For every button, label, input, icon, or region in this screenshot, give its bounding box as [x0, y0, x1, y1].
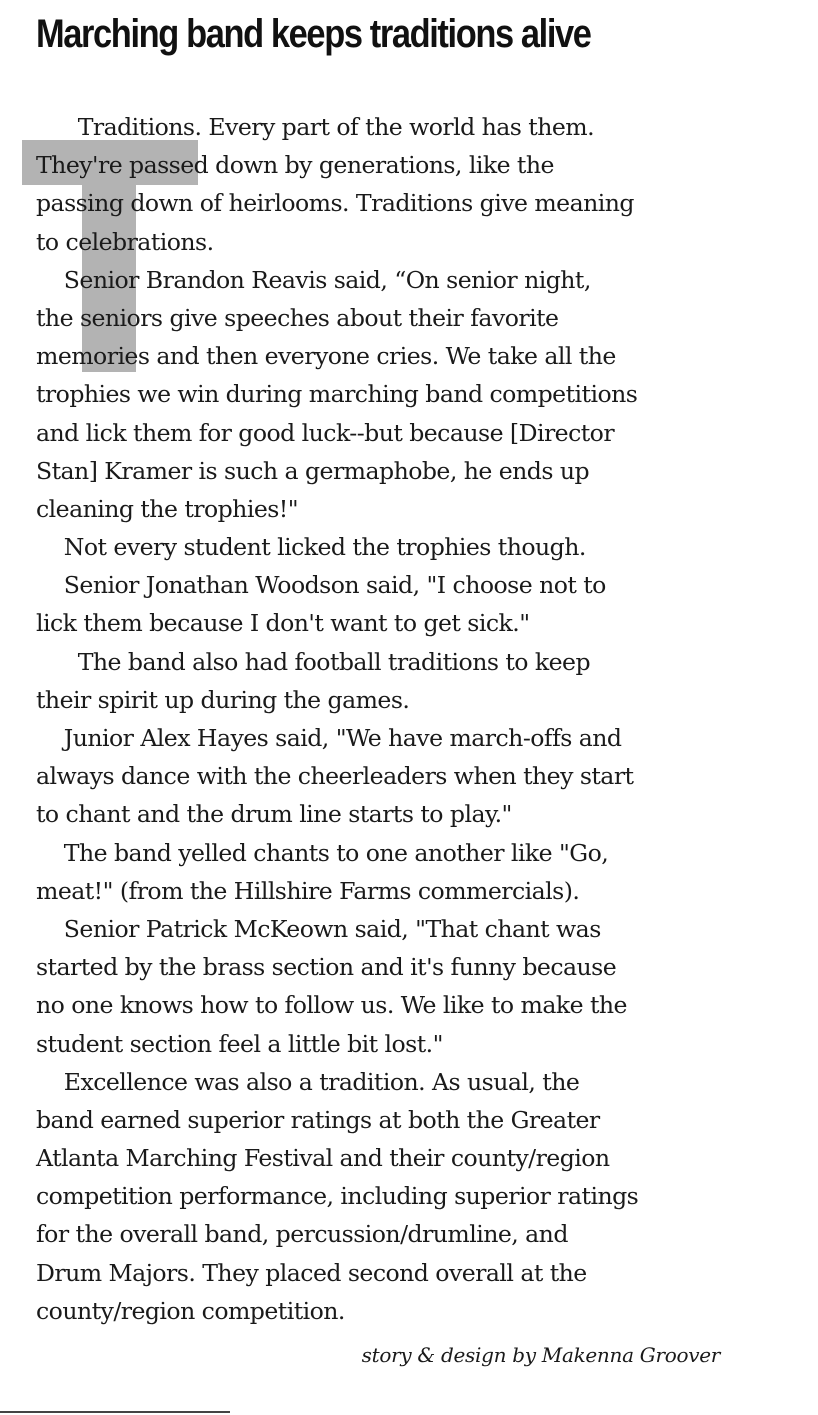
- story-line: passing down of heirlooms. Traditions give meaning: [36, 189, 634, 218]
- story-line: They're passed down by generations, like the: [36, 151, 554, 180]
- story-line: Senior Jonathan Woodson said, "I choose not to: [36, 571, 606, 600]
- story-body: [36, 108, 736, 1330]
- story-line: started by the brass section and it's funny because: [36, 953, 617, 982]
- story-line: and lick them for good luck--but because [Director: [36, 418, 615, 447]
- story-line: lick them because I don't want to get sick.": [36, 609, 530, 638]
- story-line: Not every student licked the trophies though.: [36, 533, 586, 562]
- story-line: no one knows how to follow us. We like to make the: [36, 991, 627, 1020]
- story-line: memories and then everyone cries. We take all the: [36, 342, 616, 371]
- story-line: trophies we win during marching band competitions: [36, 380, 638, 409]
- story-line: Stan] Kramer is such a germaphobe, he ends up: [36, 456, 590, 485]
- story-line: Traditions. Every part of the world has them.: [36, 113, 595, 141]
- story-line: The band yelled chants to one another like "Go,: [36, 838, 609, 867]
- story-line: Atlanta Marching Festival and their county/region: [36, 1144, 610, 1173]
- story-line: the seniors give speeches about their favorite: [36, 303, 559, 332]
- story-line: for the overall band, percussion/drumline, and: [36, 1220, 568, 1249]
- story-line: always dance with the cheerleaders when they start: [36, 762, 634, 791]
- story-line: Senior Brandon Reavis said, “On senior night,: [36, 265, 591, 294]
- story-line: county/region competition.: [36, 1296, 345, 1325]
- story-line: cleaning the trophies!": [36, 494, 299, 523]
- story-line: competition performance, including superior ratings: [36, 1182, 639, 1211]
- byline: story & design by Makenna Groover: [361, 1343, 720, 1367]
- story-line: Junior Alex Hayes said, "We have march-offs and: [36, 724, 622, 752]
- story-line: The band also had football traditions to keep: [36, 647, 591, 676]
- bottom-divider: [0, 1411, 230, 1413]
- story-line: Senior Patrick McKeown said, "That chant was: [36, 914, 601, 943]
- story-line: their spirit up during the games.: [36, 685, 410, 714]
- story-line: student section feel a little bit lost.": [36, 1029, 443, 1058]
- story-line: meat!" (from the Hillshire Farms commercials).: [36, 876, 580, 905]
- story-line: Drum Majors. They placed second overall at the: [36, 1258, 587, 1287]
- story-line: band earned superior ratings at both the Greater: [36, 1105, 600, 1134]
- story-line: to chant and the drum line starts to play.": [36, 800, 512, 829]
- story-line: to celebrations.: [36, 227, 214, 256]
- headline: Marching band keeps traditions alive: [36, 12, 591, 56]
- story-line: Excellence was also a tradition. As usual, the: [36, 1067, 580, 1096]
